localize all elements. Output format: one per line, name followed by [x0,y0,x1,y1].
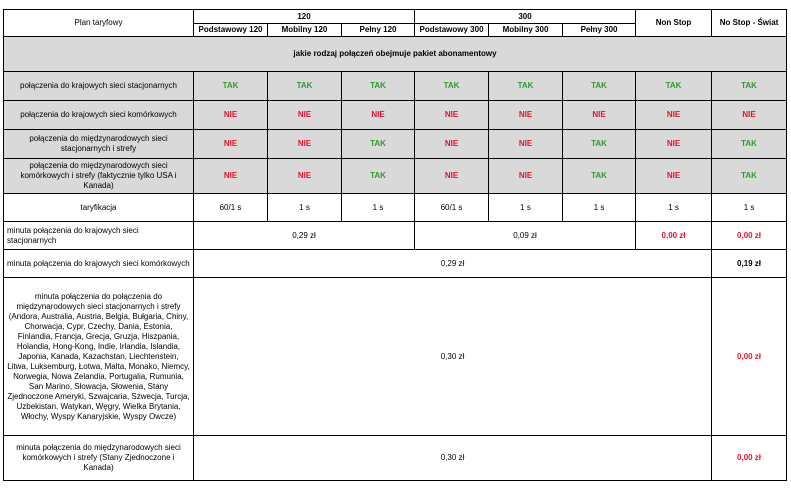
coverage-cell: NIE [636,130,712,159]
coverage-row [4,72,787,101]
coverage-cell: NIE [194,130,268,159]
coverage-cell: TAK [563,130,636,159]
price-cell-120: 0,29 zł [194,222,415,250]
coverage-cell: TAK [563,72,636,101]
coverage-cell: TAK [489,72,563,101]
coverage-cell: TAK [342,159,415,194]
coverage-cell: TAK [712,130,787,159]
coverage-cell: NIE [712,101,787,130]
coverage-cell: TAK [563,159,636,194]
price-row [4,222,787,250]
coverage-cell: TAK [194,72,268,101]
price-cell-swiat: 0,19 zł [712,250,787,278]
coverage-cell: TAK [712,159,787,194]
coverage-cell: TAK [712,72,787,101]
plan-name-header: Podstawowy 120 [194,24,268,37]
header-row-groups [4,10,787,24]
price-row [4,436,787,481]
coverage-row [4,159,787,194]
row-label: połączenia do krajowych sieci stacjonarnych [4,72,194,101]
row-label: połączenia do krajowych sieci komórkowych [4,101,194,130]
group-300-header: 300 [415,10,636,24]
coverage-cell: NIE [415,159,489,194]
tariff-cell: 60/1 s [194,194,268,222]
coverage-cell: NIE [636,159,712,194]
coverage-cell: TAK [415,72,489,101]
row-label: minuta połączenia do międzynarodowych sieci komórkowych i strefy (Stany Zjednoczone i Kanada) [4,436,194,481]
coverage-cell: TAK [342,130,415,159]
coverage-row [4,101,787,130]
tariff-cell: 1 s [712,194,787,222]
tariff-cell: 1 s [563,194,636,222]
price-row [4,278,787,436]
price-cell-swiat: 0,00 zł [712,436,787,481]
coverage-cell: TAK [342,72,415,101]
row-label: minuta połączenia do krajowych sieci komórkowych [4,250,194,278]
row-label: połączenia do międzynarodowych sieci stacjonarnych i strefy [4,130,194,159]
tariff-table [3,9,787,481]
coverage-cell: NIE [489,130,563,159]
row-label: minuta połączenia do krajowych sieci stacjonarnych [4,222,194,250]
price-cell-swiat: 0,00 zł [712,278,787,436]
coverage-cell: TAK [636,72,712,101]
coverage-cell: NIE [268,101,342,130]
coverage-cell: NIE [342,101,415,130]
coverage-cell: NIE [194,101,268,130]
tariff-cell: 60/1 s [415,194,489,222]
coverage-cell: NIE [415,130,489,159]
price-row [4,250,787,278]
coverage-row [4,130,787,159]
coverage-cell: NIE [489,101,563,130]
non-stop-header: Non Stop [636,10,712,37]
price-cell-swiat: 0,00 zł [712,222,787,250]
tariff-row [4,194,787,222]
coverage-cell: NIE [194,159,268,194]
coverage-cell: NIE [268,159,342,194]
plan-name-header: Pełny 120 [342,24,415,37]
tariff-cell: 1 s [342,194,415,222]
price-cell-300: 0,09 zł [415,222,636,250]
coverage-cell: NIE [268,130,342,159]
plan-name-header: Pełny 300 [563,24,636,37]
row-label: połączenia do międzynarodowych sieci komórkowych i strefy (faktycznie tylko USA i Kanada) [4,159,194,194]
tariff-cell: 1 s [268,194,342,222]
coverage-cell: NIE [563,101,636,130]
no-stop-swiat-header: No Stop - Świat [712,10,787,37]
plan-name-header: Mobilny 120 [268,24,342,37]
price-cell-all: 0,30 zł [194,436,712,481]
row-label: taryfikacja [4,194,194,222]
price-cell-all: 0,29 zł [194,250,712,278]
price-cell-non-stop: 0,00 zł [636,222,712,250]
tariff-cell: 1 s [489,194,563,222]
section-title: jakie rodzaj połączeń obejmuje pakiet abonamentowy [4,37,787,72]
group-120-header: 120 [194,10,415,24]
coverage-cell: NIE [415,101,489,130]
coverage-cell: NIE [489,159,563,194]
tariff-table-container [3,9,787,481]
plan-name-header: Mobilny 300 [489,24,563,37]
tariff-cell: 1 s [636,194,712,222]
price-cell-all: 0,30 zł [194,278,712,436]
coverage-cell: TAK [268,72,342,101]
section-title-row [4,37,787,72]
coverage-cell: NIE [636,101,712,130]
row-label: minuta połączenia do połączenia do międzynarodowych sieci stacjonarnych i strefy (Andora, Australia, Austria, Belgia, Bułgaria, Chiny, Chorwacja, Cypr, Czechy, Dania, Estonia, Finlandia, Francja, Grecja, Gruzja, Hiszpania, Holandia, Hong-Kong, Indie, Irlandia, Islandia, Japonia, Kanada, Kazachstan, Liechtenstein, Litwa, Luksemburg, Łotwa, Malta, Monako, Niemcy, Norwegia, Nowa Zelandia, Portugalia, Rumunia, San Marino, Słowacja, Słowenia, Stany Zjednoczone Ameryki, Szwajcaria, Szwecja, Turcja, Uzbekistan, Watykan, Węgry, Wielka Brytania, Włochy, Wyspy Kanaryjskie, Wyspy Owcze) [4,278,194,436]
plan-header: Plan taryfowy [4,10,194,37]
plan-name-header: Podstawowy 300 [415,24,489,37]
